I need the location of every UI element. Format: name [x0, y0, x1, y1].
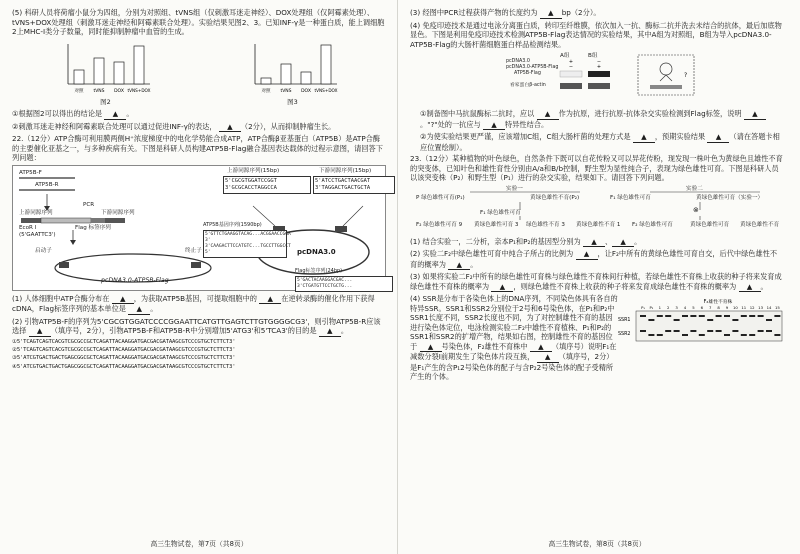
cross-p2: 黄绿色雄性不育(P₂) — [530, 194, 580, 201]
vector-label: pcDNA3.0 — [297, 247, 336, 256]
figure-2-bar-chart — [58, 40, 154, 98]
fig3-tick-control: 对照 — [261, 88, 270, 94]
ssr-gel-figure — [618, 297, 784, 343]
primer-option-3: ③5'ATCGTGACTGACTGAGCGGCGCTCAGATTACAAGGATGACGACGATAAGCGTCCCGTGCTCTTCT3' — [12, 355, 236, 362]
gel-lane-label: 5 — [692, 305, 695, 310]
recombinant-vector-label: pcDNA3.0-ATP5B-Flag — [101, 276, 169, 284]
gel-band-ssr2 — [758, 330, 764, 332]
fig2-bar-control — [74, 70, 84, 84]
cross-f2c: 绿色雄性不育 3 — [526, 221, 565, 228]
ecori-site-label: (5'GAATTC3') — [19, 231, 56, 238]
result-figures — [12, 40, 386, 107]
cross-f2g: 黄绿色雄性不育 — [740, 221, 780, 228]
gel-band-ssr1 — [774, 315, 780, 317]
gel-lane-label: P₂ — [649, 305, 654, 310]
cross-f1: F₁ 绿色雄性可育 — [480, 209, 521, 216]
fig3-tick-tvns: tVNS — [279, 88, 292, 94]
gel-band-ssr1 — [741, 315, 747, 317]
answer-blank[interactable]: ▲ — [128, 304, 150, 315]
blot-col-a: A组 — [560, 53, 570, 59]
blot-minus-a1: + — [568, 59, 574, 65]
blot-row-3: ATP5B-Flag — [514, 71, 541, 76]
fig2-bar-dox — [114, 62, 124, 84]
fig2-tick-tvns: tVNS — [92, 88, 105, 94]
page-7-footer: 高三生物试卷，第7页（共8页） — [150, 540, 248, 549]
primer-option-2: ②5'TCAGTCAGTCACGTCGCGCCGCTCAGATTACAAGGATGACGACGATAAGCGTCCCGTGCTCTTCT3' — [12, 346, 236, 353]
answer-blank[interactable]: ▲ — [104, 109, 126, 120]
q22-part2: (2) 引物ATP5B-F的序列为5'CGCGTGGATCCCCGGAATTCATGTTGAGTCTTGTGGGGCG3'，则引物ATP5B-R应该选择 ▲ （填序号，2分），引物ATP5B-F和ATP5B-R中分别增加5'ATG3'和5'TCA3'的目的是 ▲ 。 — [12, 316, 381, 336]
vector-construction-diagram — [12, 165, 386, 291]
q23-part3: (3) 如果将实验二F₂中所有的绿色雄性可育株与绿色雄性不育株间行种植，若绿色雄性不育株上收获的种子将来发育成绿色雄性不育株的概率为 ▲ ，则绿色雄性不育株上收获的种子将来发育成绿色雄性不育株的概率为 ▲ 。 — [410, 272, 782, 291]
fig2-tick-control: 对照 — [74, 88, 83, 94]
exam-page-7 — [6, 0, 392, 554]
gel-band-ssr1 — [674, 319, 680, 321]
gel-band-ssr2 — [732, 330, 738, 332]
figure-3 — [245, 40, 341, 107]
gel-band-ssr2 — [657, 334, 663, 336]
gel-band-ssr2 — [648, 334, 654, 336]
fig3-tick-dox: DOX — [300, 88, 311, 94]
ssr-gel-drawing — [618, 297, 784, 343]
answer-blank[interactable]: ▲ — [219, 122, 241, 133]
q23-part1: (1) 结合实验一，二分析，亲本P₁和P₂的基因型分别为 ▲ 、 ▲ 。 — [410, 236, 642, 246]
gel-band-ssr1 — [758, 315, 764, 317]
gel-lane-label: 6 — [700, 305, 704, 310]
blot-minus-a2: − — [568, 64, 574, 70]
q23-part4: (4) SSR是分布于各染色体上的DNA序列，不同染色体具有各自的特异SSR。SSR1和SSR2分别位于2号和6号染色体，在P₁和P₂中SSR1长度不同，SSR2长度也不同，为了对控制雄性不育的基因进行染色体定位，电泳检测实验二F₂中雄性不育植株、P₁和P₂的SSR1和SSR2的扩增产物，结果如右图，控制雄性不育的基因位于 ▲ 号染色体，F₂雄性不育株中 ▲ （填序号）说明F₁在减数分裂I前期发生了染色体片段互换， ▲ （填序号，2分）是F₁产生的含P₁2号染色体的配子与含P₂2号染色体的配子受精所产生的个体。 — [410, 294, 618, 381]
flag-box-label: Flag标签序列(24bp) — [295, 267, 343, 274]
flag-seq-label: Flag 标签序列 — [75, 224, 111, 231]
upstream-seq-label: 上游同源序列 — [19, 209, 53, 216]
q22-title: 22.（12分）ATP合酶可利用膜两侧H⁺浓度梯度中的电化学势能合成ATP，ATP合酶β亚基蛋白（ATP5B）是ATP合酶的主要催化亚基之一，与多种疾病有关。下图是科研人员构建ATP5B-Flag融合基因表达载体的过程示意图，请回答下列问题： — [12, 134, 383, 163]
gel-band-ssr2 — [665, 330, 671, 332]
gel-band-ssr1 — [640, 315, 646, 317]
answer-blank[interactable]: ▲ — [259, 294, 281, 305]
gel-band-ssr1 — [690, 315, 696, 317]
q23-part4-wrap — [410, 294, 784, 384]
gel-band-ssr2 — [682, 334, 688, 336]
fig2-bar-combo — [134, 46, 144, 84]
cross-experiment-diagram — [410, 186, 784, 234]
gel-lane-label: 4 — [683, 305, 687, 310]
gel-lane-label: 14 — [766, 305, 772, 310]
fig2-tick-dox: DOX — [113, 88, 124, 94]
gel-lane-label: 13 — [758, 305, 764, 310]
self-cross-symbol: ⊗ — [693, 205, 699, 214]
gel-band-ssr1 — [766, 319, 772, 321]
q23-part2: (2) 实验二F₂中绿色雄性可育中纯合子所占的比例为 ▲ ，让F₂中所有的黄绿色雄性可育自交，后代中绿色雄性不育的概率为 ▲ 。 — [410, 249, 778, 269]
gel-band-ssr2 — [766, 330, 772, 332]
gel-ssr2-label: SSR2 — [618, 332, 631, 337]
fig3-tick-combo: tVNS+DOX — [314, 87, 337, 93]
figure-3-caption: 图3 — [287, 97, 298, 106]
cross-p1: P 绿色雄性可育(P₁) — [416, 194, 465, 201]
answer-blank[interactable]: ▲ — [537, 352, 559, 363]
q22-part3: (3) 经图中PCR过程获得产物的长度约为 ▲ bp（2分）。 — [410, 8, 601, 17]
gel-lane-label: 7 — [708, 305, 712, 310]
gel-band-ssr2 — [699, 334, 705, 336]
answer-blank[interactable]: ▲ — [707, 132, 729, 143]
gel-lane-label: 10 — [732, 305, 738, 310]
gel-band-ssr2 — [724, 334, 730, 336]
gel-band-ssr1 — [665, 315, 671, 317]
answer-blank[interactable]: ▲ — [576, 249, 598, 260]
fig3-bar-combo — [321, 45, 331, 84]
gel-lane-label: 9 — [725, 305, 729, 310]
q5-part2: ②刺激耳迷走神经和阿霉素联合处理可以通过促进INF-γ的表达， ▲ （2分），从而抑制肿瘤生长。 — [12, 121, 336, 131]
gel-band-ssr1 — [716, 315, 722, 317]
fig3-bar-control — [261, 78, 271, 84]
downstream-homology-box: 5'ATCCTGACTAACGAT 3'TAGGACTGACTGCTA — [313, 176, 395, 194]
cross-f2b: 黄绿色雄性可育 3 — [474, 221, 519, 228]
gel-band-ssr2 — [690, 330, 696, 332]
answer-blank[interactable]: ▲ — [420, 342, 442, 353]
atp5b-gene-box: 5'GTTCTGAAGGTACAG...ACGGAACCGGA 3' 3'CAAGACTTCCATGTC...TGCCTTGGCCT 5' — [203, 230, 287, 258]
gel-lane-label: 2 — [666, 305, 670, 310]
answer-blank[interactable]: ▲ — [744, 109, 766, 120]
gel-band-ssr2 — [741, 334, 747, 336]
up-15bp-label: 上游同源序列(15bp) — [227, 167, 280, 174]
terminator-label: 终止子 — [185, 247, 202, 254]
gel-band-ssr2 — [674, 330, 680, 332]
cross-f2f: 黄绿色雄性可育 — [690, 221, 730, 228]
figure-3-bar-chart — [245, 40, 341, 98]
q4-part1: ①制备图中马抗鼠酶标二抗时，应以 ▲ 作为抗原，进行抗原-抗体杂交实验检测到Flag标签，说明 ▲。"?"处的一抗应与 ▲ 特异性结合。 — [410, 109, 784, 130]
answer-blank[interactable]: ▲ — [530, 342, 552, 353]
q5-intro: (5) 科研人员将荷瘤小鼠分为四组，分别为对照组、tVNS组（仅刺激耳迷走神经）、DOX处理组（仅阿霉素处理）、tVNS+DOX处理组（刺激耳迷走神经和阿霉素联合处理）。实验结果见图2、3。已知INF-γ是一种蛋白质，能上调细胞2上MHC-I类分子数量，同时能抑制肿瘤中血管的生成。 — [12, 8, 385, 36]
gel-band-ssr1 — [724, 315, 730, 317]
gel-band-ssr2 — [749, 334, 755, 336]
promoter-label: 启动子 — [35, 247, 52, 254]
downstream-seq-label: 下游同源序列 — [101, 209, 135, 216]
exp2-label: 实验二 — [686, 185, 703, 192]
western-blot-figure — [410, 51, 784, 107]
q4-part2: ②为使实验结果更严谨，应该增加C组，C组大肠杆菌的处理方式是 ▲ ，预期实验结果 ▲ （请在答题卡相应位置绘制）。 — [420, 132, 780, 152]
primer-option-1: ①5'TCAGTCAGTCACGTCGCGCCGCTCAGATTACAAGGATGACGACGATAAGCGTCCCGTGCTCTTCT3' — [12, 338, 236, 345]
blot-row-2: pcDNA3.0-ATP5B-Flag — [506, 65, 559, 70]
primer-f-label: ATP5B-F — [19, 169, 42, 176]
fig3-bar-tvns — [281, 64, 291, 84]
figure-2-caption: 图2 — [100, 97, 111, 106]
answer-blank[interactable]: ▲ — [540, 8, 562, 19]
cross-f2a: F₂ 绿色雄性可育 9 — [416, 221, 463, 228]
western-blot-drawing — [410, 51, 790, 107]
gel-title: F₂雄性不育株 — [703, 300, 733, 305]
answer-blank[interactable]: ▲ — [583, 237, 605, 248]
down-15bp-label: 下游同源序列(15bp) — [319, 167, 372, 174]
gel-lane-label: 8 — [717, 305, 720, 310]
cross-p1b: 黄绿色雄性可育（实验一） — [696, 194, 764, 201]
primer-option-4: ④5'ATCGTGACTGACTGAGCGGCGCTCAGATTACAAGGATGACGACGATAAGCGTCCCGTGCTCTTCT3' — [12, 363, 236, 370]
gel-lane-label: P₁ — [641, 305, 645, 310]
fig2-bar-tvns — [94, 58, 104, 84]
blot-col-b: B组 — [588, 53, 598, 59]
answer-blank[interactable]: ▲ — [739, 282, 761, 293]
gel-lane-label: 11 — [741, 305, 747, 310]
cross-f1b: F₁ 绿色雄性可育 — [610, 194, 651, 201]
q22-part1: (1) 人体细胞中ATP合酶分布在 ▲ ，为获取ATP5B基因，可提取细胞中的 ▲ 在逆转录酶的催化作用下获得cDNA，Flag标签序列的基本单位是 ▲ 。 — [12, 293, 375, 314]
answer-blank[interactable]: ▲ — [483, 120, 505, 131]
blot-row-4: 看家蛋白β-actin — [510, 83, 546, 88]
fig3-bar-dox — [301, 72, 311, 84]
cross-f2e: F₂ 绿色雄性可育 — [632, 221, 673, 228]
answer-blank[interactable]: ▲ — [112, 294, 134, 305]
blot-question-mark: ? — [684, 72, 688, 79]
page-8-footer: 高三生物试卷，第8页（共8页） — [548, 540, 646, 549]
gel-band-ssr1 — [648, 319, 654, 321]
upstream-homology-box: 5'CGCGTGGATCCGGT 3'GCGCACCTAGGCCA — [223, 176, 311, 194]
gel-band-ssr2 — [707, 330, 713, 332]
q22-part4: (4) 免疫印迹技术是通过电泳分离蛋白质，转印至纤维膜，依次加入一抗、酶标二抗并洗去未结合的抗体，最后加底物显色。下图是利用免疫印迹技术检测ATP5B-Flag表达情况的实验结果，其中A组为对照组，B组为导入pcDNA3.0-ATP5B-Flag的大肠杆菌细胞蛋白样品检测结果。 — [410, 20, 782, 49]
blot-row-1: pcDNA3.0 — [506, 59, 530, 64]
answer-blank[interactable]: ▲ — [633, 132, 655, 143]
exp1-label: 实验一 — [506, 185, 523, 192]
fig2-tick-combo: tVNS+DOX — [127, 87, 150, 93]
gel-band-ssr1 — [732, 319, 738, 321]
exam-page-8 — [404, 0, 790, 554]
answer-blank[interactable]: ▲ — [537, 109, 559, 120]
answer-blank[interactable]: ▲ — [491, 282, 513, 293]
gel-lane-label: 1 — [658, 305, 662, 310]
atp5b-gene-label: ATP5B基因序列(1590bp) — [203, 221, 262, 228]
answer-blank[interactable]: ▲ — [612, 237, 634, 248]
q5-part1: ①根据图2可以得出的结论是 ▲ 。 — [12, 109, 134, 119]
answer-blank[interactable]: ▲ — [448, 260, 470, 271]
pcr-label: PCR — [83, 201, 95, 208]
q23-title: 23.（12分）某种植物的叶色绿色，自然条件下既可以自花传粉又可以异花传粉，现发现一株叶色为黄绿色且雄性不育的突变体，已知叶色和雄性育性分别由A/a和B/b控制，野生型为显性纯合子，表现为绿色雄性可育。下图是科研人员以该突变株（P₂）和野生型（P₁）进行的杂交实验，结果如下。请回答下列问题。 — [410, 154, 783, 182]
gel-band-ssr2 — [716, 330, 722, 332]
gel-band-ssr1 — [699, 315, 705, 317]
page-fold-divider — [397, 0, 398, 554]
gel-band-ssr1 — [707, 319, 713, 321]
gel-band-ssr2 — [640, 330, 646, 332]
blot-plus-b2: + — [596, 64, 602, 70]
answer-blank[interactable]: ▲ — [29, 326, 51, 337]
figure-2 — [58, 40, 154, 107]
gel-ssr1-label: SSR1 — [618, 318, 631, 323]
gel-band-ssr1 — [682, 315, 688, 317]
answer-blank[interactable]: ▲ — [319, 326, 341, 337]
gel-band-ssr2 — [774, 334, 780, 336]
gel-band-ssr1 — [657, 315, 663, 317]
gel-lane-label: 3 — [675, 305, 678, 310]
gel-lane-label: 15 — [774, 305, 780, 310]
gel-lane-label: 12 — [749, 305, 755, 310]
gel-band-ssr1 — [749, 315, 755, 317]
ecori-label: EcoR I — [19, 224, 37, 231]
primer-r-label: ATP5B-R — [35, 181, 59, 188]
flag-seq-box: 5'GACTACAAGGACGAC... 3'CTGATGTTCCTGCTG... — [295, 276, 393, 292]
cross-f2d: 黄绿色雄性不育 1 — [576, 221, 621, 228]
blot-minus-b1: − — [596, 59, 602, 65]
